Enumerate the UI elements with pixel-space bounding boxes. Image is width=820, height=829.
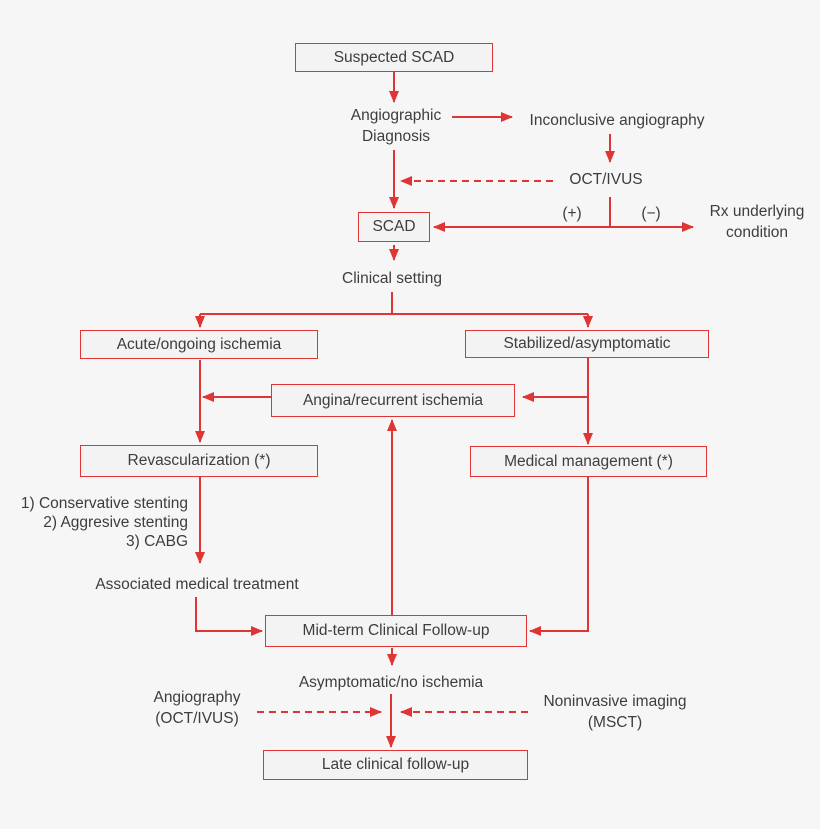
label-rx-line2: condition — [725, 224, 789, 241]
node-stabilized-asymptomatic: Stabilized/asymptomatic — [465, 330, 709, 358]
label-option-aggresive-stenting: 2) Aggresive stenting — [43, 514, 188, 531]
label-asymptomatic-no-ischemia: Asymptomatic/no ischemia — [298, 674, 484, 691]
node-scad: SCAD — [358, 212, 430, 242]
node-midterm-clinical-followup: Mid-term Clinical Follow-up — [265, 615, 527, 647]
label-inconclusive-angiography: Inconclusive angiography — [529, 112, 705, 129]
label-option-cabg: 3) CABG — [125, 533, 188, 550]
label-oct-ivus: OCT/IVUS — [569, 171, 643, 188]
label-minus: (−) — [641, 205, 661, 222]
label-angiographic-line2: Diagnosis — [361, 128, 431, 145]
label-noninvasive-line2: (MSCT) — [587, 714, 643, 731]
label-angiographic-diagnosis — [351, 105, 441, 147]
label-angiography-oct-ivus — [153, 687, 240, 729]
label-angiography-line2: (OCT/IVUS) — [155, 710, 239, 727]
label-clinical-setting: Clinical setting — [342, 270, 442, 287]
label-noninvasive-line1: Noninvasive imaging — [543, 693, 687, 710]
node-revascularization: Revascularization (*) — [80, 445, 318, 477]
label-option-conservative-stenting: 1) Conservative stenting — [20, 495, 188, 512]
label-stenting-options — [21, 494, 188, 551]
label-rx-underlying-condition — [710, 201, 805, 243]
label-angiography-line1: Angiography — [153, 689, 241, 706]
node-late-clinical-followup: Late clinical follow-up — [263, 750, 528, 780]
node-acute-ongoing-ischemia: Acute/ongoing ischemia — [80, 330, 318, 359]
node-suspected-scad: Suspected SCAD — [295, 43, 493, 72]
label-associated-medical-treatment: Associated medical treatment — [95, 576, 299, 593]
label-angiographic-line1: Angiographic — [350, 107, 442, 124]
label-plus: (+) — [562, 205, 582, 222]
label-noninvasive-imaging-msct — [543, 691, 686, 733]
label-rx-line1: Rx underlying — [709, 203, 805, 220]
node-angina-recurrent-ischemia: Angina/recurrent ischemia — [271, 384, 515, 417]
node-medical-management: Medical management (*) — [470, 446, 707, 477]
